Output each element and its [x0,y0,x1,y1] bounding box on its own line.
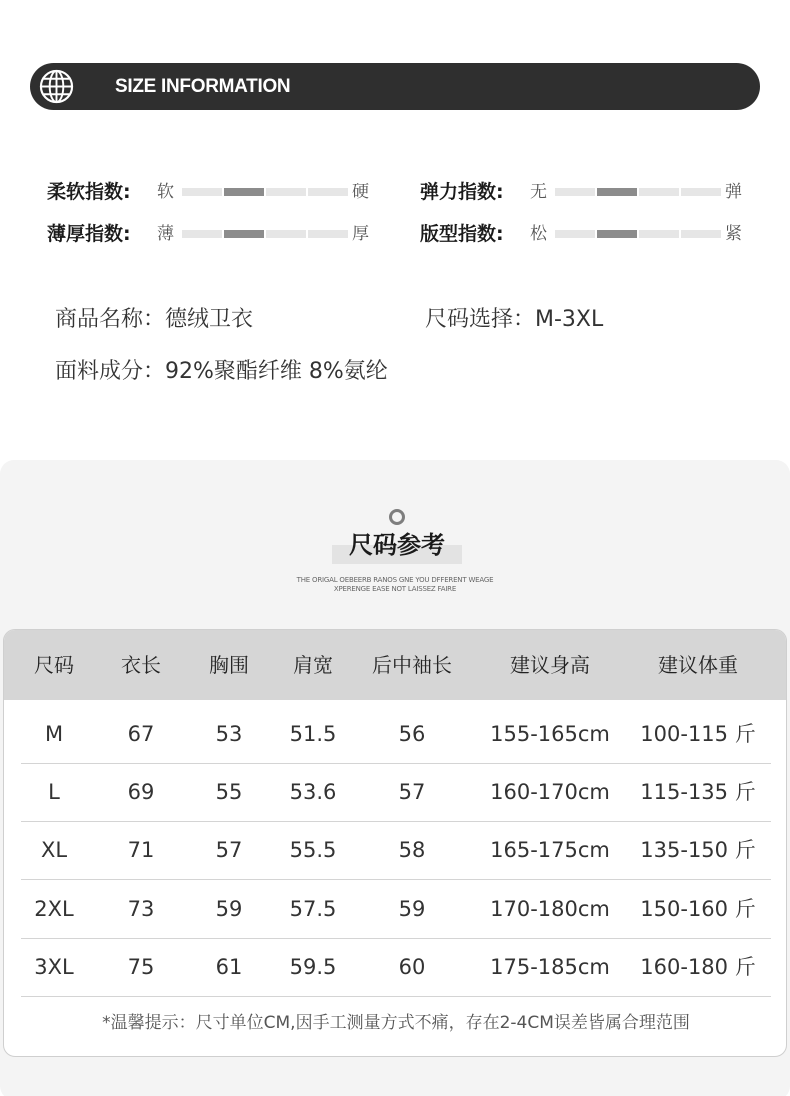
table-header-cell: 建议体重 [658,653,738,677]
table-cell: L [48,780,60,804]
index-segment [681,230,721,238]
index-label: 柔软指数: [47,181,131,203]
section-subtitle-1: THE ORIGAL OEBEERB RANOS GNE YOU DFFERENT WEAGE [296,576,494,584]
section-subtitle-2: XPERENGE EASE NOT LAISSEZ FAIRE [333,585,457,593]
index-segment [555,188,595,196]
table-cell: 115-135 斤 [640,780,756,804]
ring-icon [389,509,405,525]
index-label: 弹力指数: [420,181,504,203]
index-label: 薄厚指数: [47,223,131,245]
section-title: 尺码参考 [349,531,445,559]
table-cell: 69 [127,780,155,804]
index-segment [597,188,637,196]
index-low-label: 无 [530,182,547,202]
row-divider [21,996,771,997]
table-header-cell: 胸围 [209,653,249,677]
table-cell: 58 [398,838,426,862]
table-header [4,630,787,700]
index-label: 版型指数: [420,223,504,245]
material-composition: 面料成分：92%聚酯纤维 8%氨纶 [55,359,388,384]
table-cell: 2XL [34,897,74,921]
table-cell: 57.5 [289,897,337,921]
index-segment [308,188,348,196]
product-name: 商品名称：德绒卫衣 [55,307,254,332]
table-cell: 57 [215,838,243,862]
table-cell: 75 [127,955,155,979]
table-cell: 135-150 斤 [640,838,756,862]
index-segment [681,188,721,196]
table-cell: 55.5 [289,838,337,862]
index-segment [266,230,306,238]
index-high-label: 弹 [725,182,742,202]
index-segment [639,188,679,196]
table-cell: 67 [127,722,155,746]
table-cell: 61 [215,955,243,979]
table-header-cell: 衣长 [121,653,161,677]
index-segment [308,230,348,238]
table-cell: 100-115 斤 [640,722,756,746]
table-cell: 71 [127,838,155,862]
measurement-note: *温馨提示：尺寸单位CM,因手工测量方式不痛，存在2-4CM误差皆属合理范围 [102,1013,690,1033]
index-segment [597,230,637,238]
table-cell: 60 [398,955,426,979]
size-table [3,629,787,1057]
index-segment [224,230,264,238]
index-high-label: 紧 [725,224,742,244]
table-cell: 150-160 斤 [640,897,756,921]
index-high-label: 厚 [352,224,369,244]
table-cell: 160-170cm [490,780,610,804]
table-cell: 55 [215,780,243,804]
table-cell: 165-175cm [490,838,610,862]
globe-icon [39,69,74,104]
table-cell: XL [40,838,68,862]
table-header-cell: 尺码 [34,653,74,677]
index-low-label: 软 [157,182,174,202]
index-low-label: 松 [530,224,547,244]
index-segment [639,230,679,238]
table-cell: 155-165cm [490,722,610,746]
table-header-cell: 后中袖长 [372,653,452,677]
index-segment [182,188,222,196]
table-cell: 57 [398,780,426,804]
index-segment [224,188,264,196]
table-cell: 59 [215,897,243,921]
size-range: 尺码选择：M-3XL [425,307,604,332]
table-cell: 73 [127,897,155,921]
table-cell: 59.5 [289,955,337,979]
table-cell: 3XL [34,955,74,979]
table-cell: 59 [398,897,426,921]
size-info-banner [30,63,760,110]
table-cell: 170-180cm [490,897,610,921]
table-cell: 56 [398,722,426,746]
index-high-label: 硬 [352,182,369,202]
table-cell: 53 [215,722,243,746]
table-header-cell: 建议身高 [510,653,590,677]
table-cell: 53.6 [289,780,337,804]
banner-title: SIZE INFORMATION [115,76,291,97]
index-segment [182,230,222,238]
index-low-label: 薄 [157,224,174,244]
index-segment [266,188,306,196]
table-header-cell: 肩宽 [293,653,333,677]
table-cell: 51.5 [289,722,337,746]
table-cell: 175-185cm [490,955,610,979]
index-segment [555,230,595,238]
table-cell: M [44,722,64,746]
table-cell: 160-180 斤 [640,955,756,979]
